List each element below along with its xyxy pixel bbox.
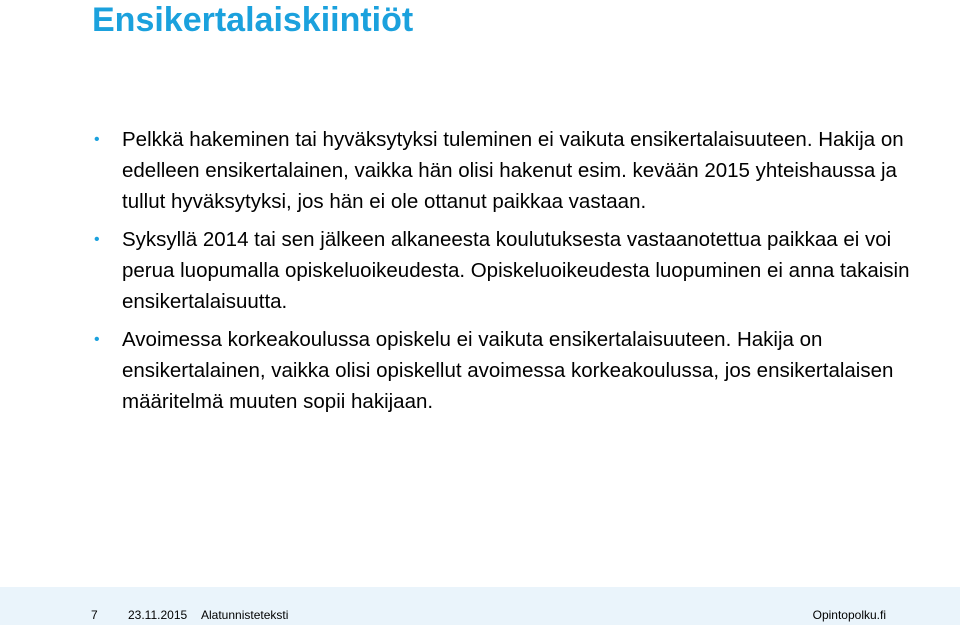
footer-text: Alatunnisteteksti (201, 608, 289, 622)
footer-brand: Opintopolku.fi (812, 608, 886, 622)
bullet-icon: • (94, 231, 100, 248)
bullet-icon: • (94, 331, 100, 348)
bullet-text: Syksyllä 2014 tai sen jälkeen alkaneesta koulutuksesta vastaanotettua paikkaa ei voi perua luopumalla opiskeluoikeudesta. Opiskeluoikeudesta luopuminen ei anna takaisin ensikertalaisuutta. (122, 228, 910, 313)
bullet-list (94, 124, 914, 424)
bullet-item (94, 224, 914, 317)
slide-title: Ensikertalaiskiintiöt (92, 1, 414, 39)
bullet-item (94, 324, 914, 417)
bullet-text: Avoimessa korkeakoulussa opiskelu ei vaikuta ensikertalaisuuteen. Hakija on ensikertalainen, vaikka olisi opiskellut avoimessa korkeakoulussa, jos ensikertalaisen määritelmä muuten sopii hakijaan. (122, 328, 894, 413)
bullet-icon: • (94, 131, 100, 148)
footer-date: 23.11.2015 (128, 608, 188, 622)
footer-page-number: 7 (91, 608, 98, 622)
bullet-text: Pelkkä hakeminen tai hyväksytyksi tuleminen ei vaikuta ensikertalaisuuteen. Hakija on edelleen ensikertalainen, vaikka hän olisi hakenut esim. kevään 2015 yhteishaussa ja tullut hyväksytyksi, jos hän ei ole ottanut paikkaa vastaan. (122, 128, 904, 213)
bullet-item (94, 124, 914, 217)
